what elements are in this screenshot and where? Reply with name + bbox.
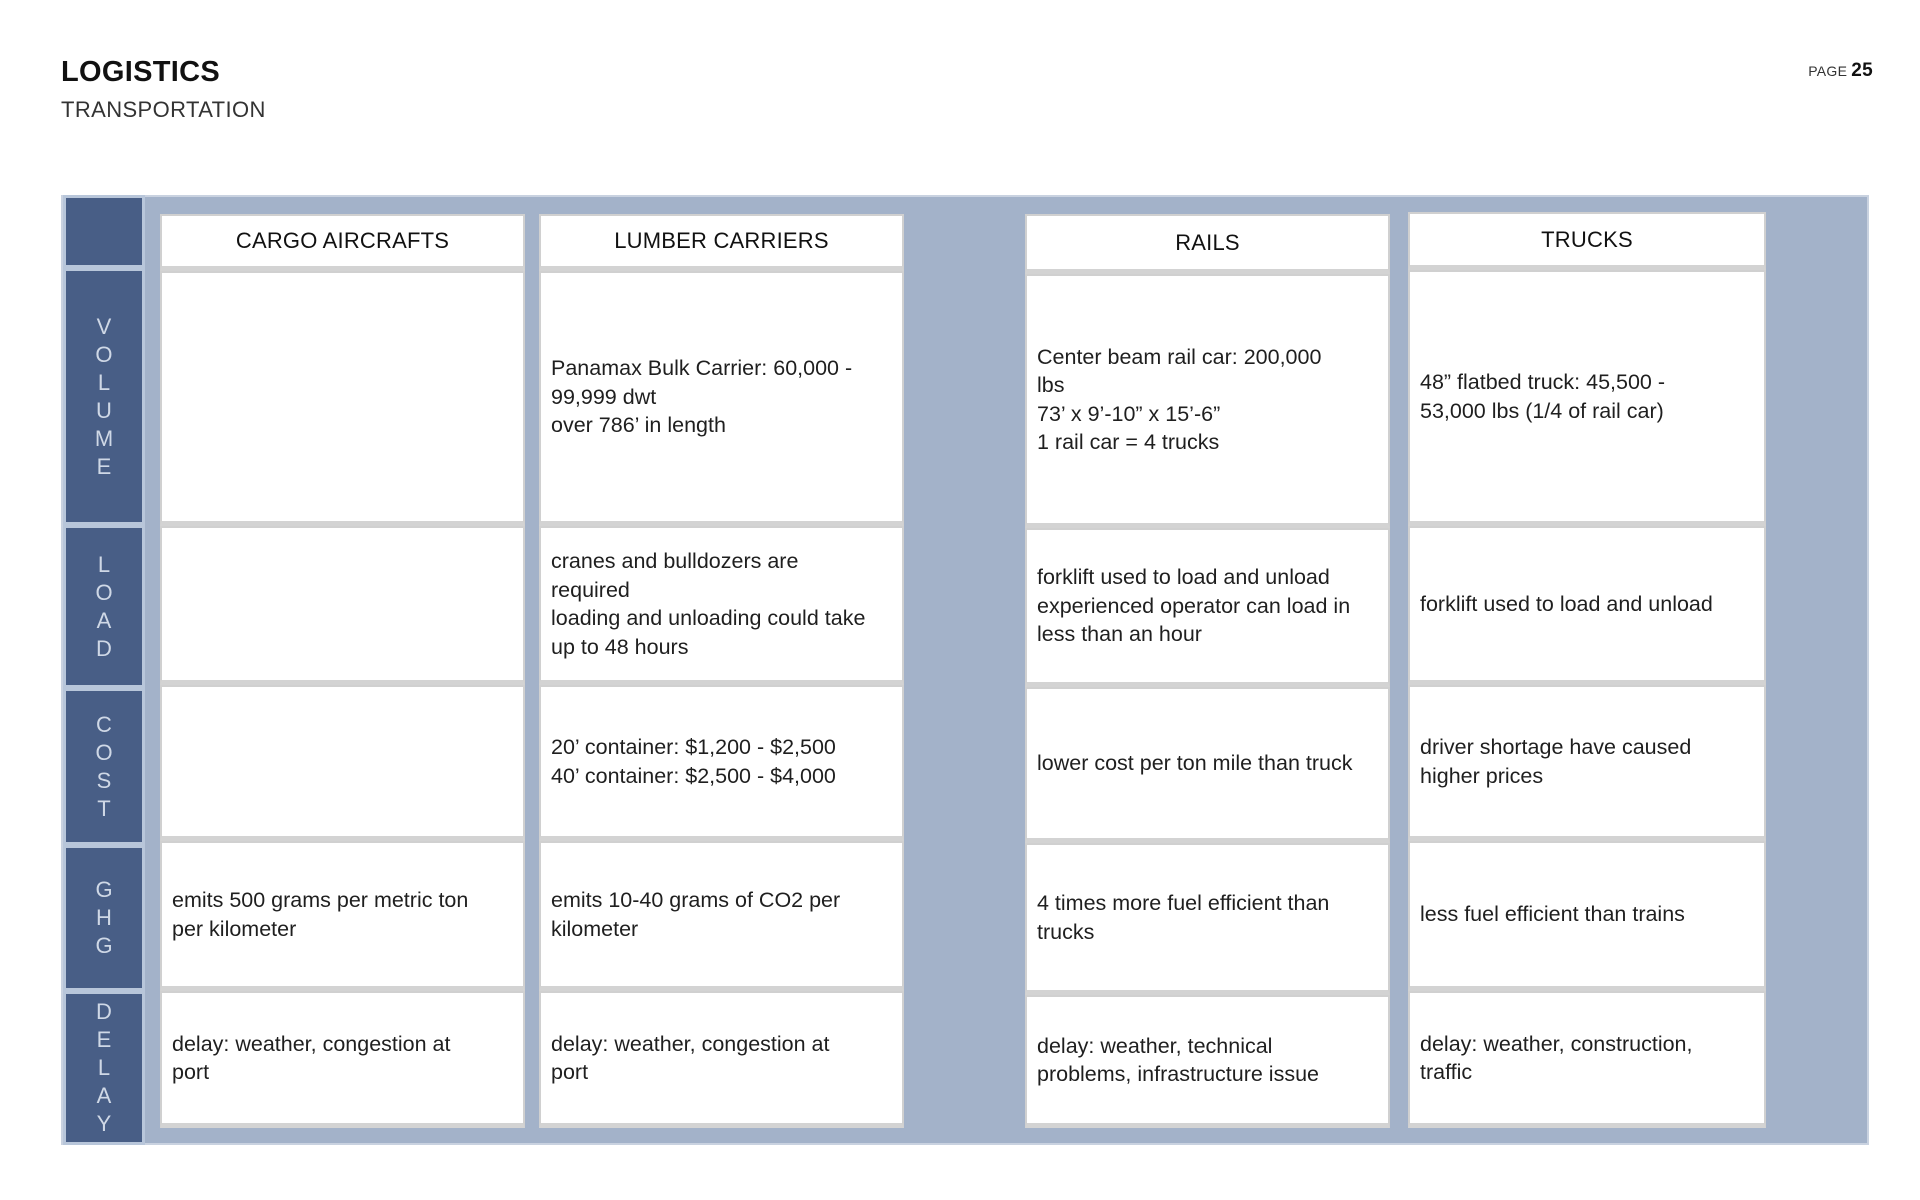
page-number-value: 25 [1851,60,1873,81]
row-label-letter: C [96,711,112,737]
table-cell [160,685,525,841]
row-label-letter: L [97,369,111,395]
column-header-lumber-carriers: LUMBER CARRIERS [539,214,904,271]
cell-text: delay: weather, technical problems, infrastructure issue [1037,1033,1319,1086]
column-header-rails: RAILS [1025,214,1390,274]
row-label-letter: M [94,425,114,451]
row-label-letter: A [96,607,112,633]
row-label-letter: S [96,767,112,793]
table-cell [1408,270,1766,526]
table-cell [1408,526,1766,685]
table-cell [1025,843,1390,995]
cell-text: delay: weather, construction, traffic [1420,1031,1693,1084]
table-cell [1025,687,1390,843]
page-subtitle: TRANSPORTATION [61,97,266,122]
cell-text: driver shortage have caused higher prices [1420,735,1692,788]
row-label-letter: V [96,313,112,339]
row-label-letters [95,876,112,960]
table-cell [160,271,525,526]
table-cell [1025,995,1390,1128]
cell-text: Panamax Bulk Carrier: 60,000 - 99,999 dwt over 786’ in length [551,356,853,438]
cell-text: 48” flatbed truck: 45,500 - 53,000 lbs (1/4 of rail car) [1420,370,1666,423]
page-number [1808,60,1873,82]
row-label-letter: G [95,877,113,902]
table-cell [539,271,904,526]
cell-text: less fuel efficient than trains [1420,902,1685,927]
row-label-letter: D [96,999,112,1024]
cell-text: emits 500 grams per metric ton per kilometer [172,888,469,941]
cell-text: 20’ container: $1,200 - $2,500 40’ container: $2,500 - $4,000 [551,735,836,788]
row-label-volume [63,268,145,525]
table-cell [160,991,525,1128]
row-label-corner [63,195,145,268]
row-label-letters [96,998,112,1138]
cell-text: delay: weather, congestion at port [551,1031,830,1084]
page-label: PAGE [1808,63,1848,79]
cell-text: Center beam rail car: 200,000 lbs 73’ x 9’-10” x 15’-6” 1 rail car = 4 trucks [1037,344,1322,454]
row-label-letter: H [96,905,112,930]
row-label-letter: D [96,635,112,661]
table-cell [1408,685,1766,841]
row-label-letter: E [96,1027,112,1052]
row-label-letter: E [96,453,112,479]
row-label-cost [63,688,145,845]
row-label-letter: L [97,551,111,577]
cell-text: 4 times more fuel efficient than trucks [1037,891,1330,944]
table-cell [539,841,904,991]
table-cell [1025,274,1390,528]
row-label-letter: O [95,739,113,765]
cell-text: emits 10-40 grams of CO2 per kilometer [551,888,841,941]
row-label-letter: A [96,1083,112,1108]
column-header-trucks: TRUCKS [1408,212,1766,270]
table-cell [1408,841,1766,991]
cell-text: cranes and bulldozers are required loading and unloading could take up to 48 hours [551,549,866,659]
row-label-letters [95,711,112,823]
table-cell [160,526,525,685]
row-label-ghg [63,845,145,991]
row-label-letter: O [95,579,113,605]
row-label-load [63,525,145,688]
table-cell [1025,528,1390,687]
row-label-letter: G [95,933,113,958]
table-cell [160,841,525,991]
cell-text: lower cost per ton mile than truck [1037,751,1353,776]
column-header-cargo-aircrafts: CARGO AIRCRAFTS [160,214,525,271]
table-cell [539,685,904,841]
row-label-letters [95,551,112,663]
cell-text: forklift used to load and unload experienced operator can load in less than an hour [1037,565,1351,647]
row-label-letter: U [96,397,112,423]
row-label-letters [95,313,113,481]
row-label-letter: L [97,1055,111,1080]
row-label-letter: O [95,341,113,367]
cell-text: forklift used to load and unload [1420,591,1713,616]
page-title: LOGISTICS [61,56,220,88]
table-cell [1408,991,1766,1128]
row-label-delay [63,991,145,1145]
cell-text: delay: weather, congestion at port [172,1031,451,1084]
table-cell [539,991,904,1128]
table-cell [539,526,904,685]
row-label-letter: T [97,795,111,821]
row-label-letter: Y [96,1111,112,1136]
